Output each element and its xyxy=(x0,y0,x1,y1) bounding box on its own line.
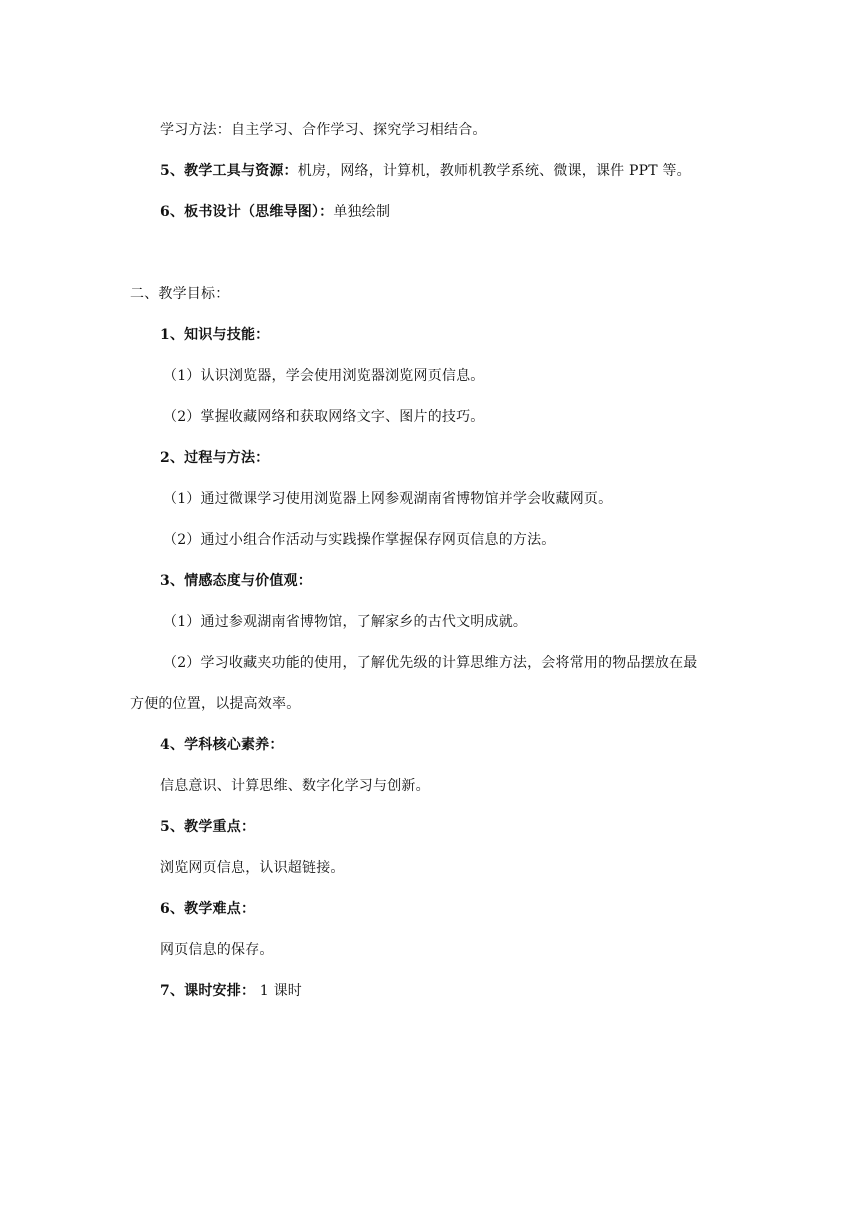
board-design-line xyxy=(160,202,390,222)
key-points-heading: 5、教学重点： xyxy=(160,819,256,835)
tools-resources-line xyxy=(160,161,691,181)
learning-method-line xyxy=(160,120,487,140)
knowledge-item-1: （1）认识浏览器，学会使用浏览器浏览网页信息。 xyxy=(163,368,485,384)
objectives-heading-text: 二、教学目标： xyxy=(130,286,230,302)
core-literacy-text: 信息意识、计算思维、数字化学习与创新。 xyxy=(160,778,430,794)
knowledge-skills-heading: 1、知识与技能： xyxy=(160,327,270,343)
process-item-1: （1）通过微课学习使用浏览器上网参观湖南省博物馆并学会收藏网页。 xyxy=(163,491,613,507)
tools-resources-text: 机房，网络，计算机，教师机教学系统、微课，课件 PPT 等。 xyxy=(297,163,691,179)
board-design-text: 单独绘制 xyxy=(333,204,391,220)
core-literacy-heading: 4、学科核心素养： xyxy=(160,737,284,753)
key-points-text: 浏览网页信息，认识超链接。 xyxy=(160,860,345,876)
process-methods-heading: 2、过程与方法： xyxy=(160,450,270,466)
attitude-item-2-continued: 方便的位置，以提高效率。 xyxy=(130,696,301,712)
process-item-2: （2）通过小组合作活动与实践操作掌握保存网页信息的方法。 xyxy=(163,532,556,548)
class-hours-line xyxy=(160,981,302,1001)
tools-resources-heading: 5、教学工具与资源： xyxy=(160,163,298,179)
knowledge-item-2: （2）掌握收藏网络和获取网络文字、图片的技巧。 xyxy=(163,409,485,425)
class-hours-heading: 7、课时安排： xyxy=(160,983,256,999)
attitude-values-heading: 3、情感态度与价值观： xyxy=(160,573,312,589)
difficulties-heading: 6、教学难点： xyxy=(160,901,256,917)
board-design-heading: 6、板书设计（思维导图）： xyxy=(160,204,334,220)
learning-method-text: 学习方法：自主学习、合作学习、探究学习相结合。 xyxy=(160,122,487,138)
attitude-item-1: （1）通过参观湖南省博物馆，了解家乡的古代文明成就。 xyxy=(163,614,528,630)
attitude-item-2: （2）学习收藏夹功能的使用，了解优先级的计算思维方法，会将常用的物品摆放在最 xyxy=(163,655,698,671)
class-hours-text: 1 课时 xyxy=(255,983,302,999)
section-heading-objectives xyxy=(130,284,229,304)
difficulties-text: 网页信息的保存。 xyxy=(160,942,274,958)
